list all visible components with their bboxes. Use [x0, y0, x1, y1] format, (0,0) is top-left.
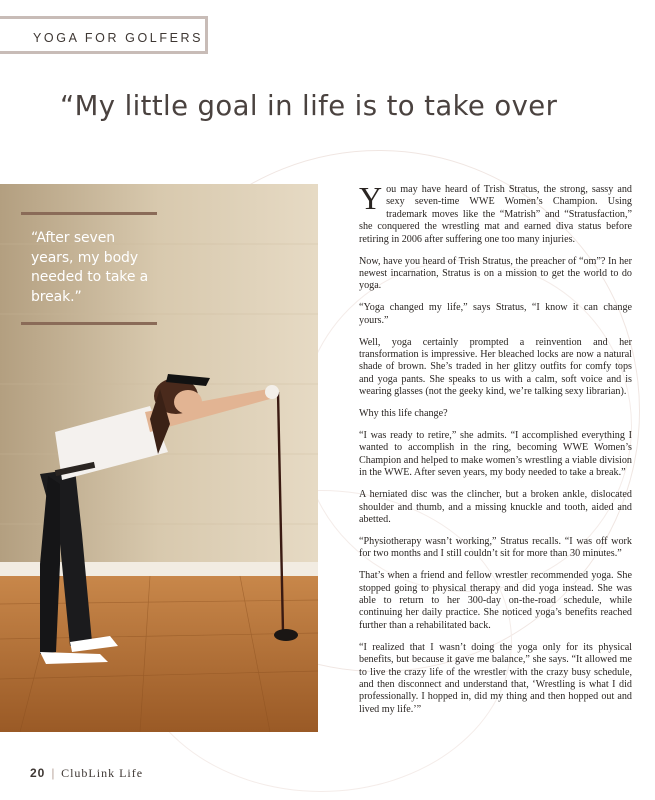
article-paragraph: Now, have you heard of Trish Stratus, the preacher of “om”? In her newest incarnation, Stratus is on a mission to get the world to do yoga. — [359, 255, 632, 292]
article-paragraph: “I realized that I wasn’t doing the yoga only for its physical benefits, but because it gave me balance,” she says. “It allowed me to live the crazy life of the wrestler with the crazy busy schedule, and then disconnect and understand that, ‘Wrestling is what I did professionally. I hopped in, did my thing and then hopped out and lived my life.’” — [359, 641, 632, 715]
section-tag — [0, 16, 208, 54]
article-paragraph: Why this life change? — [359, 408, 448, 420]
drop-cap: Y — [359, 180, 383, 216]
page-number: 20 — [30, 766, 46, 780]
page-footer — [30, 766, 143, 781]
pull-quote-top-rule — [21, 212, 157, 215]
headline: “My little goal in life is to take over — [60, 90, 558, 122]
article-paragraph: “Yoga changed my life,” says Stratus, “I know it can change yours.” — [359, 302, 632, 326]
article-body — [359, 180, 632, 726]
article-paragraph: “Physiotherapy wasn’t working,” Stratus recalls. “I was off work for two months and I still couldn’t sit for more than 30 minutes.” — [359, 535, 632, 560]
article-paragraph: Well, yoga certainly prompted a reinvention and her transformation is impressive. Her bleached locks are now a natural shade of brown. She’s traded in her glitzy outfits for comfy tops and yoga pants. She speaks to us with a calm, soft voice and is wearing glasses (not the geeky kind, we’re talking sexy librarian). — [359, 336, 632, 398]
article-paragraph: You may have heard of Trish Stratus, the strong, sassy and sexy seven-time WWE Women’s Champion. Using trademark moves like the “Matrish” and “Stratusfaction,” she conquered the wrestling mat and earned diva status before retiring in 2006 after suffering one too many injuries. — [359, 180, 632, 245]
pull-quote — [21, 212, 161, 325]
pull-quote-text: “After seven years, my body needed to take a break.” — [31, 230, 149, 305]
pull-quote-bottom-rule — [21, 322, 157, 325]
publication-name: ClubLink Life — [61, 766, 144, 780]
article-paragraph: “I was ready to retire,” she admits. “I accomplished everything I wanted to accomplish in the ring, becoming WWE Women’s Champion and helped to make women’s wrestling a viable division in the WWE. After seven years, my body needed to take a break.” — [359, 430, 632, 479]
section-label: YOGA FOR GOLFERS — [33, 31, 204, 45]
footer-separator: | — [51, 766, 56, 780]
article-paragraph: That’s when a friend and fellow wrestler recommended yoga. She stopped going to physical therapy and did yoga instead. She was able to return to her 300-day on-the-road schedule, while continuing her daily practice. She noticed yoga’s benefits reached further than a rehabilitated back. — [359, 570, 632, 631]
article-paragraph: A herniated disc was the clincher, but a broken ankle, dislocated shoulder and thumb, and a missing knuckle and tooth, aided and abetted. — [359, 489, 632, 525]
